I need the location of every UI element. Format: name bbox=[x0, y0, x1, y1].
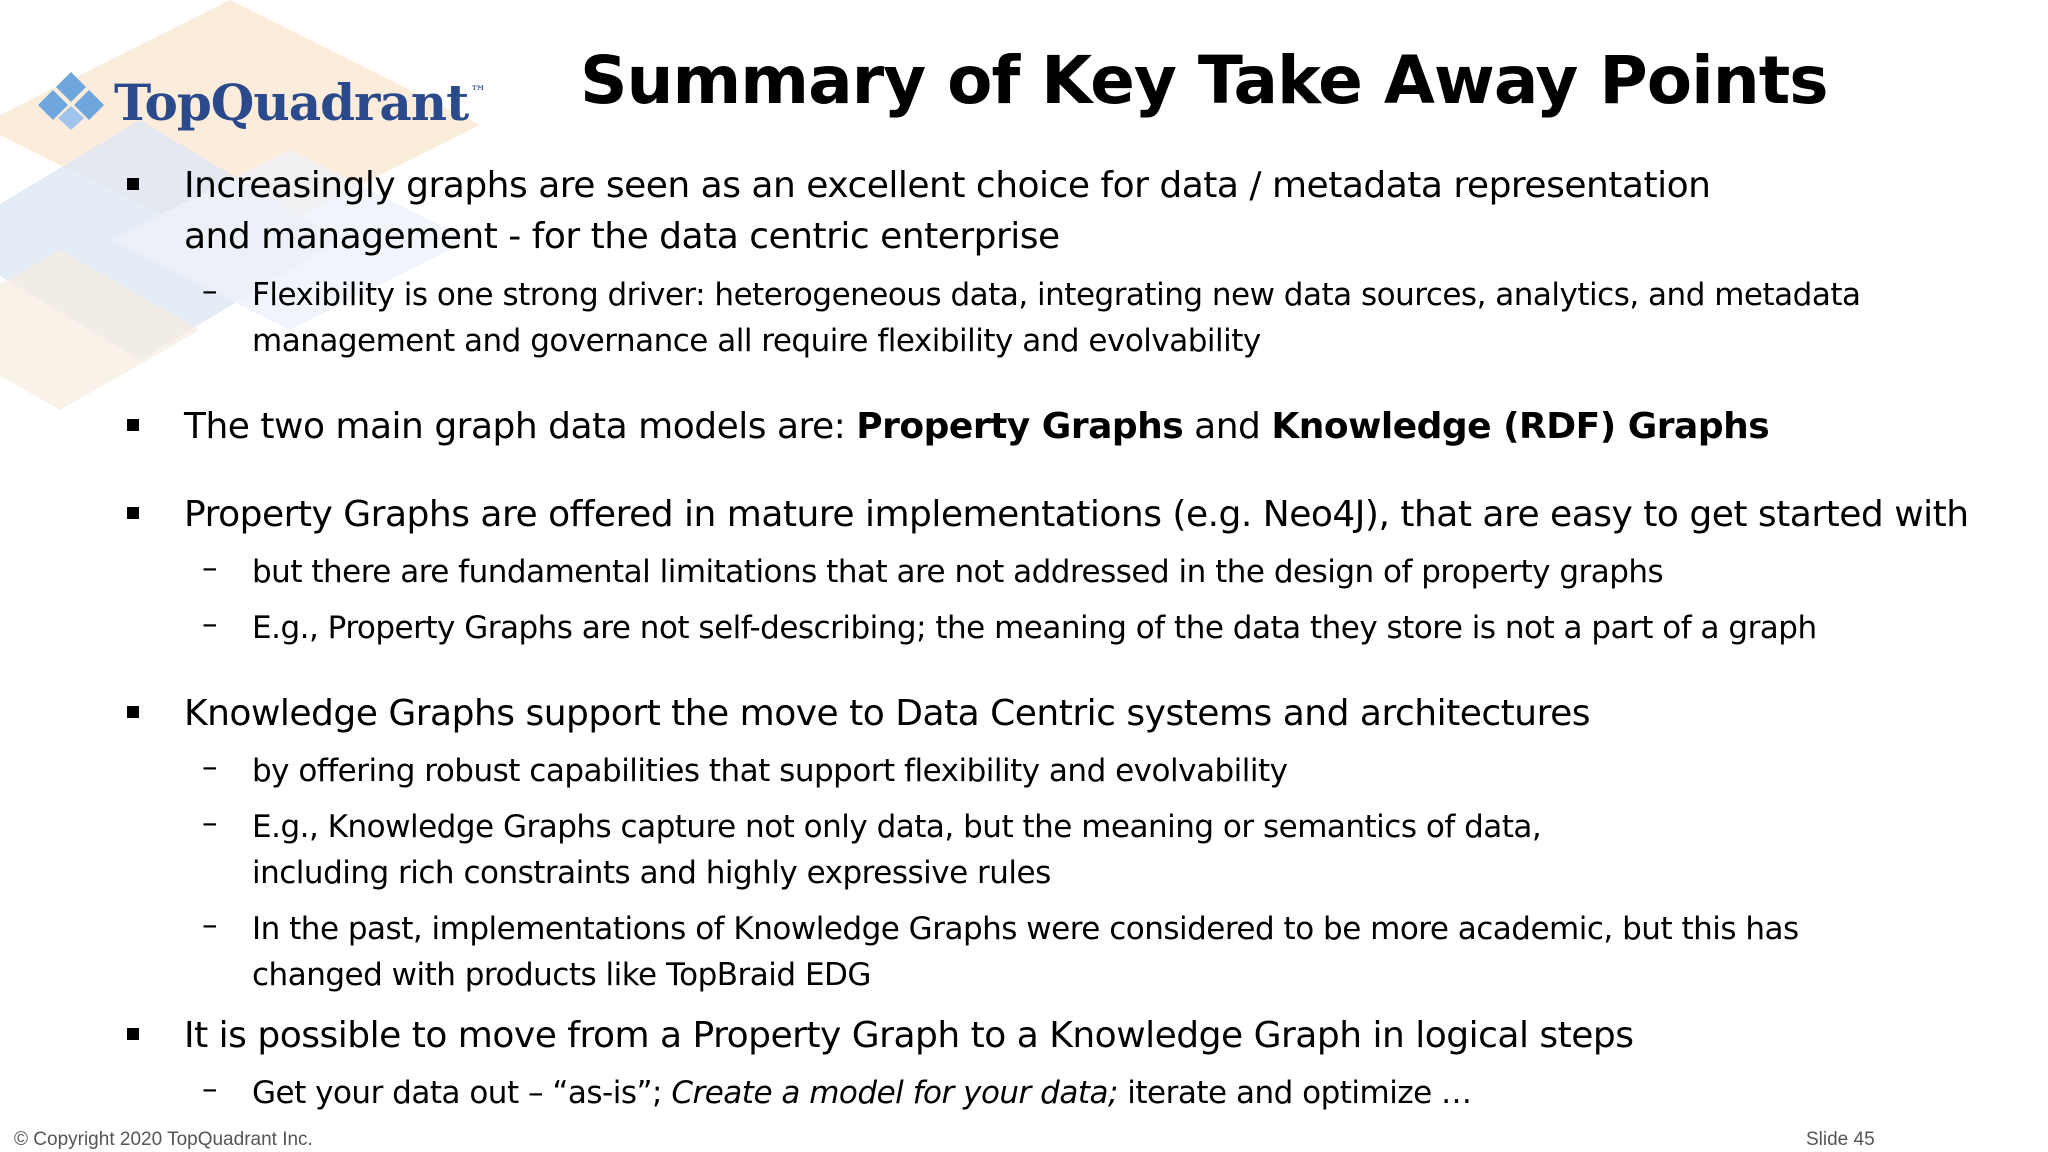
dash-marker: – bbox=[202, 749, 218, 785]
slide-title: Summary of Key Take Away Points bbox=[580, 42, 1828, 119]
bullet-3-sub-2: E.g., Property Graphs are not self-describing; the meaning of the data they store is not a part of a graph bbox=[252, 610, 1817, 646]
bullet-2-mid: and bbox=[1183, 406, 1272, 447]
bullet-5-sub-1-italic: Create a model for your data; bbox=[671, 1075, 1118, 1111]
bullet-2-bold-property-graphs: Property Graphs bbox=[856, 406, 1184, 447]
bullet-1-sub-1-line-2: management and governance all require flexibility and evolvability bbox=[252, 323, 1261, 359]
bullet-2-line-1 bbox=[184, 401, 1769, 453]
dash-marker: – bbox=[202, 606, 218, 642]
dash-marker: – bbox=[202, 805, 218, 841]
bullet-5-line-1: It is possible to move from a Property Graph to a Knowledge Graph in logical steps bbox=[184, 1015, 1634, 1056]
copyright-notice: © Copyright 2020 TopQuadrant Inc. bbox=[14, 1129, 313, 1150]
bullet-4-sub-1: by offering robust capabilities that support flexibility and evolvability bbox=[252, 753, 1288, 789]
dash-marker: – bbox=[202, 907, 218, 943]
bullet-3-sub-1: but there are fundamental limitations that are not addressed in the design of property graphs bbox=[252, 554, 1664, 590]
bullet-marker bbox=[127, 507, 139, 519]
bullet-3-line-1: Property Graphs are offered in mature implementations (e.g. Neo4J), that are easy to get started with bbox=[184, 494, 1969, 535]
dash-marker: – bbox=[202, 550, 218, 586]
bullet-marker bbox=[127, 1028, 139, 1040]
logo-text: TopQuadrant bbox=[114, 72, 469, 132]
bullet-4-sub-2-line-1: E.g., Knowledge Graphs capture not only data, but the meaning or semantics of data, bbox=[252, 809, 1542, 845]
bullet-2-bold-knowledge-graphs: Knowledge (RDF) Graphs bbox=[1271, 406, 1770, 447]
bullet-2-prefix: The two main graph data models are: bbox=[184, 406, 857, 447]
bullet-5-sub-1 bbox=[252, 1070, 1472, 1116]
slide-number: Slide 45 bbox=[1806, 1129, 1875, 1150]
logo-trademark: ™ bbox=[470, 82, 487, 101]
dash-marker: – bbox=[202, 273, 218, 309]
bullet-4-sub-2-line-2: including rich constraints and highly expressive rules bbox=[252, 855, 1051, 891]
bullet-marker bbox=[127, 178, 139, 190]
bullet-1-line-1: Increasingly graphs are seen as an excellent choice for data / metadata representation bbox=[184, 165, 1711, 206]
bullet-1-sub-1-line-1: Flexibility is one strong driver: heterogeneous data, integrating new data sources, analytics, and metadata bbox=[252, 277, 1861, 313]
bullet-marker bbox=[127, 419, 139, 431]
bullet-5-sub-1-suffix: iterate and optimize … bbox=[1117, 1075, 1472, 1111]
bullet-marker bbox=[127, 706, 139, 718]
bullet-5-sub-1-prefix: Get your data out – “as-is”; bbox=[252, 1075, 672, 1111]
dash-marker: – bbox=[202, 1071, 218, 1107]
bullet-1-line-2: and management - for the data centric enterprise bbox=[184, 216, 1060, 257]
bullet-4-line-1: Knowledge Graphs support the move to Data Centric systems and architectures bbox=[184, 693, 1590, 734]
bullet-4-sub-3-line-2: changed with products like TopBraid EDG bbox=[252, 957, 871, 993]
bullet-4-sub-3-line-1: In the past, implementations of Knowledge Graphs were considered to be more academic, but this has bbox=[252, 911, 1799, 947]
